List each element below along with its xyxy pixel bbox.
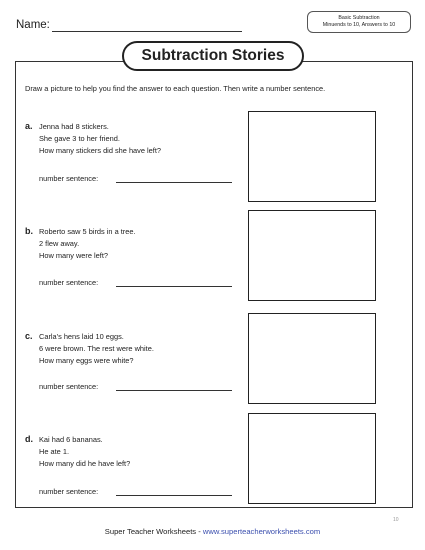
problem-line: How many were left?	[39, 251, 109, 260]
worksheet-title: Subtraction Stories	[122, 41, 304, 71]
problem-line: Roberto saw 5 birds in a tree.	[39, 227, 136, 236]
problem-letter: d.	[25, 434, 33, 444]
number-sentence-label: number sentence:	[39, 382, 99, 391]
problem-line: How many eggs were white?	[39, 356, 134, 365]
problem-letter: c.	[25, 331, 33, 341]
problem-letter: a.	[25, 121, 33, 131]
problem-line: Kai had 6 bananas.	[39, 435, 103, 444]
problem-line: Jenna had 8 stickers.	[39, 122, 109, 131]
problem-line: He ate 1.	[39, 447, 69, 456]
footer-brand: Super Teacher Worksheets	[104, 527, 197, 536]
name-label: Name:	[16, 19, 50, 31]
number-sentence-blank[interactable]	[116, 182, 232, 183]
number-sentence-blank[interactable]	[116, 495, 232, 496]
problem-line: She gave 3 to her friend.	[39, 134, 120, 143]
drawing-box-a[interactable]	[248, 111, 376, 202]
name-blank-line[interactable]	[52, 31, 242, 32]
footer-separator: -	[196, 527, 203, 536]
problem-line: 2 flew away.	[39, 239, 80, 248]
number-sentence-label: number sentence:	[39, 487, 99, 496]
instructions: Draw a picture to help you find the answer to each question. Then write a number sentence.	[25, 84, 326, 93]
number-sentence-label: number sentence:	[39, 174, 99, 183]
footer	[0, 527, 425, 536]
topic-subtitle: Minuends to 10, Answers to 10	[322, 22, 396, 28]
drawing-box-b[interactable]	[248, 210, 376, 301]
number-sentence-blank[interactable]	[116, 390, 232, 391]
topic-badge	[307, 11, 411, 33]
problem-line: Carla's hens laid 10 eggs.	[39, 332, 124, 341]
number-sentence-label: number sentence:	[39, 278, 99, 287]
page-number: 10	[393, 517, 399, 523]
drawing-box-d[interactable]	[248, 413, 376, 504]
number-sentence-blank[interactable]	[116, 286, 232, 287]
problem-line: 6 were brown. The rest were white.	[39, 344, 154, 353]
problem-line: How many did he have left?	[39, 459, 131, 468]
drawing-box-c[interactable]	[248, 313, 376, 404]
problem-line: How many stickers did she have left?	[39, 146, 161, 155]
footer-url-link[interactable]: www.superteacherworksheets.com	[202, 527, 321, 536]
topic-title: Basic Subtraction	[338, 15, 380, 21]
problem-letter: b.	[25, 226, 33, 236]
